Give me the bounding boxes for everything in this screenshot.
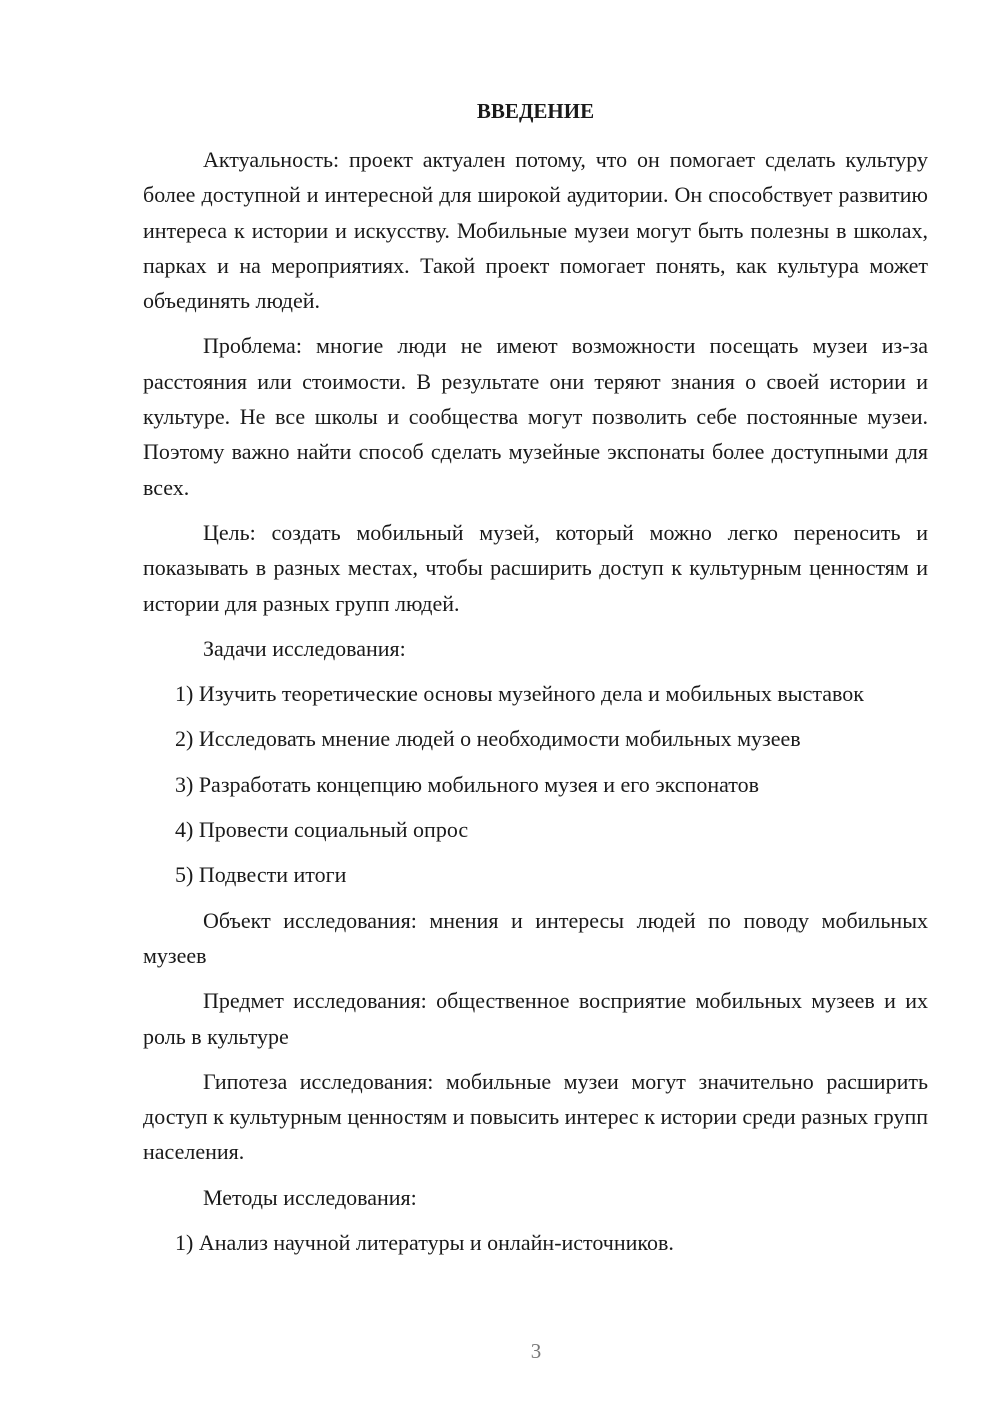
hypothesis-paragraph: Гипотеза исследования: мобильные музеи могут значительно расширить доступ к культурным ценностям и повысить интерес к истории среди разных групп населения. — [143, 1068, 928, 1165]
page-number: 3 — [530, 1339, 542, 1363]
tasks-heading: Задачи исследования: — [203, 635, 406, 661]
page-title: ВВЕДЕНИЕ — [476, 99, 595, 123]
object-paragraph: Объект исследования: мнения и интересы людей по поводу мобильных музеев — [143, 907, 928, 968]
task-item: 3) Разработать концепцию мобильного музея и его экспонатов — [175, 771, 760, 797]
task-item: 5) Подвести итоги — [175, 862, 347, 888]
task-item: 2) Исследовать мнение людей о необходимости мобильных музеев — [175, 726, 801, 752]
task-item: 1) Изучить теоретические основы музейного дела и мобильных выставок — [175, 681, 864, 707]
subject-paragraph: Предмет исследования: общественное восприятие мобильных музеев и их роль в культуре — [143, 988, 928, 1049]
methods-heading: Методы исследования: — [203, 1184, 417, 1210]
problem-paragraph: Проблема: многие люди не имеют возможности посещать музеи из-за расстояния или стоимости. В результате они теряют знания о своей истории и культуре. Не все школы и сообщества могут позволить себе постоянные музеи. Поэтому важно найти способ сделать музейные экспонаты более доступными для всех. — [143, 333, 928, 500]
relevance-paragraph: Актуальность: проект актуален потому, что он помогает сделать культуру более доступной и интересной для широкой аудитории. Он способствует развитию интереса к истории и искусству. Мобильные музеи могут быть полезны в школах, парках и на мероприятиях. Такой проект помогает понять, как культура может объединять людей. — [143, 147, 928, 314]
task-item: 4) Провести социальный опрос — [175, 817, 469, 843]
goal-paragraph: Цель: создать мобильный музей, который можно легко переносить и показывать в разных местах, чтобы расширить доступ к культурным ценностям и истории для разных групп людей. — [143, 519, 928, 616]
method-item: 1) Анализ научной литературы и онлайн-источников. — [175, 1230, 674, 1256]
page-body — [143, 142, 928, 1260]
